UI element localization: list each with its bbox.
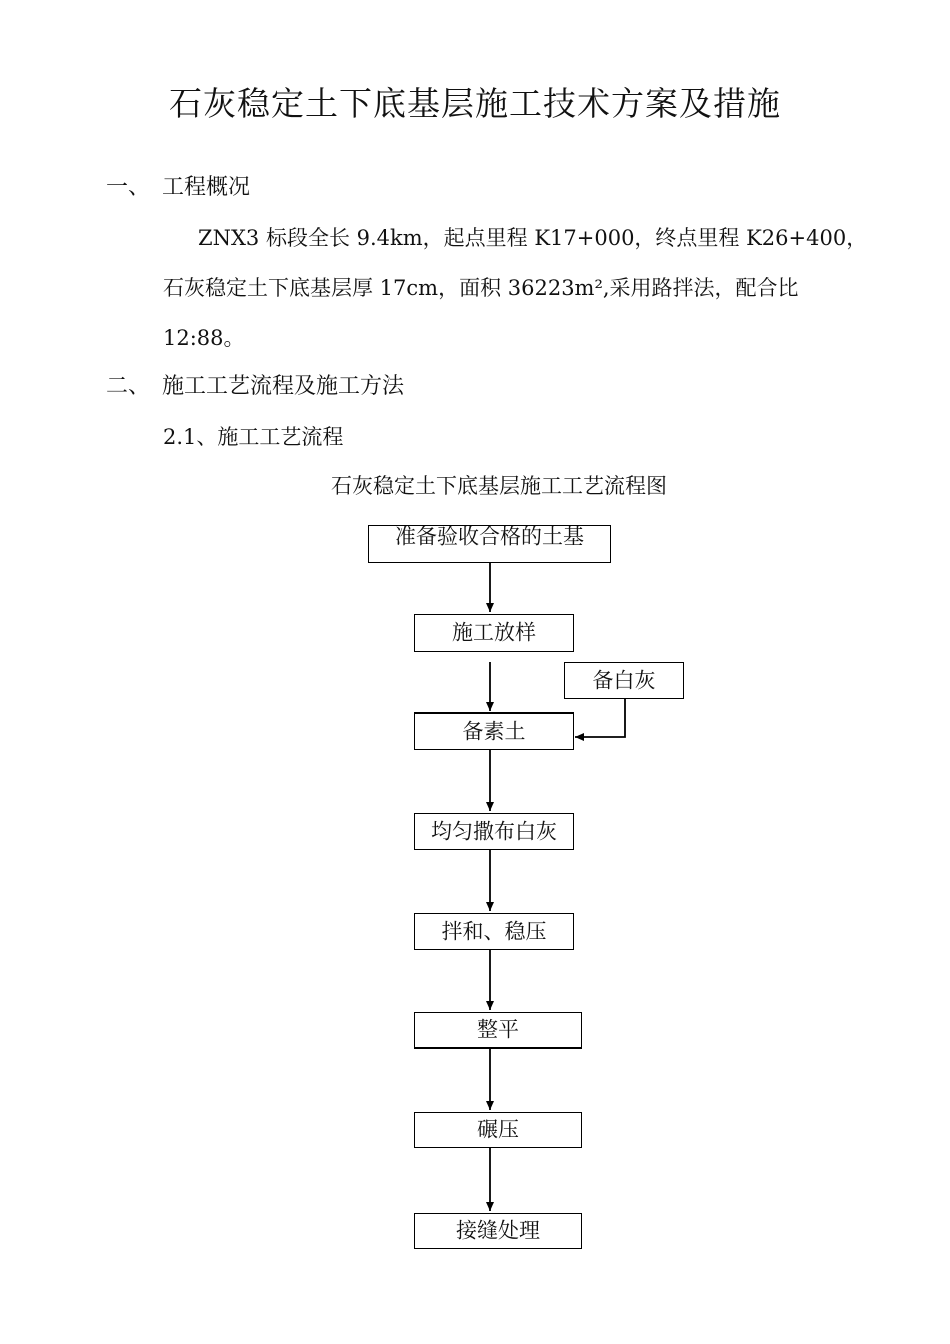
overview-line-3: 12:88。 <box>163 326 245 350</box>
flow-step-plain-soil: 备素土 <box>414 712 574 750</box>
section-1-number: 一、 <box>106 175 151 200</box>
flow-step-prepare-subgrade: 准备验收合格的土基 <box>368 525 611 563</box>
section-2-number: 二、 <box>106 374 151 399</box>
flow-step-leveling: 整平 <box>414 1012 582 1049</box>
section-1-title: 工程概况 <box>162 175 251 200</box>
subsection-2-1-heading: 2.1、施工工艺流程 <box>163 425 344 449</box>
section-2-title: 施工工艺流程及施工方法 <box>162 374 405 399</box>
flow-step-mix-press: 拌和、稳压 <box>414 913 574 950</box>
flow-step-rolling: 碾压 <box>414 1112 582 1148</box>
flowchart-title: 石灰稳定土下底基层施工工艺流程图 <box>331 474 667 498</box>
document-title: 石灰稳定土下底基层施工技术方案及措施 <box>169 84 781 123</box>
flow-step-spread-lime: 均匀撒布白灰 <box>414 813 574 850</box>
overview-line-2: 石灰稳定土下底基层厚 17cm，面积 36223m²,采用路拌法，配合比 <box>163 276 799 300</box>
flow-step-joint-treatment: 接缝处理 <box>414 1213 582 1249</box>
flow-side-lime-supply: 备白灰 <box>564 662 684 699</box>
side-input-arrow <box>575 699 625 737</box>
overview-line-1: ZNX3 标段全长 9.4km，起点里程 K17+000，终点里程 K26+400， <box>198 226 868 250</box>
flow-step-setting-out: 施工放样 <box>414 614 574 652</box>
